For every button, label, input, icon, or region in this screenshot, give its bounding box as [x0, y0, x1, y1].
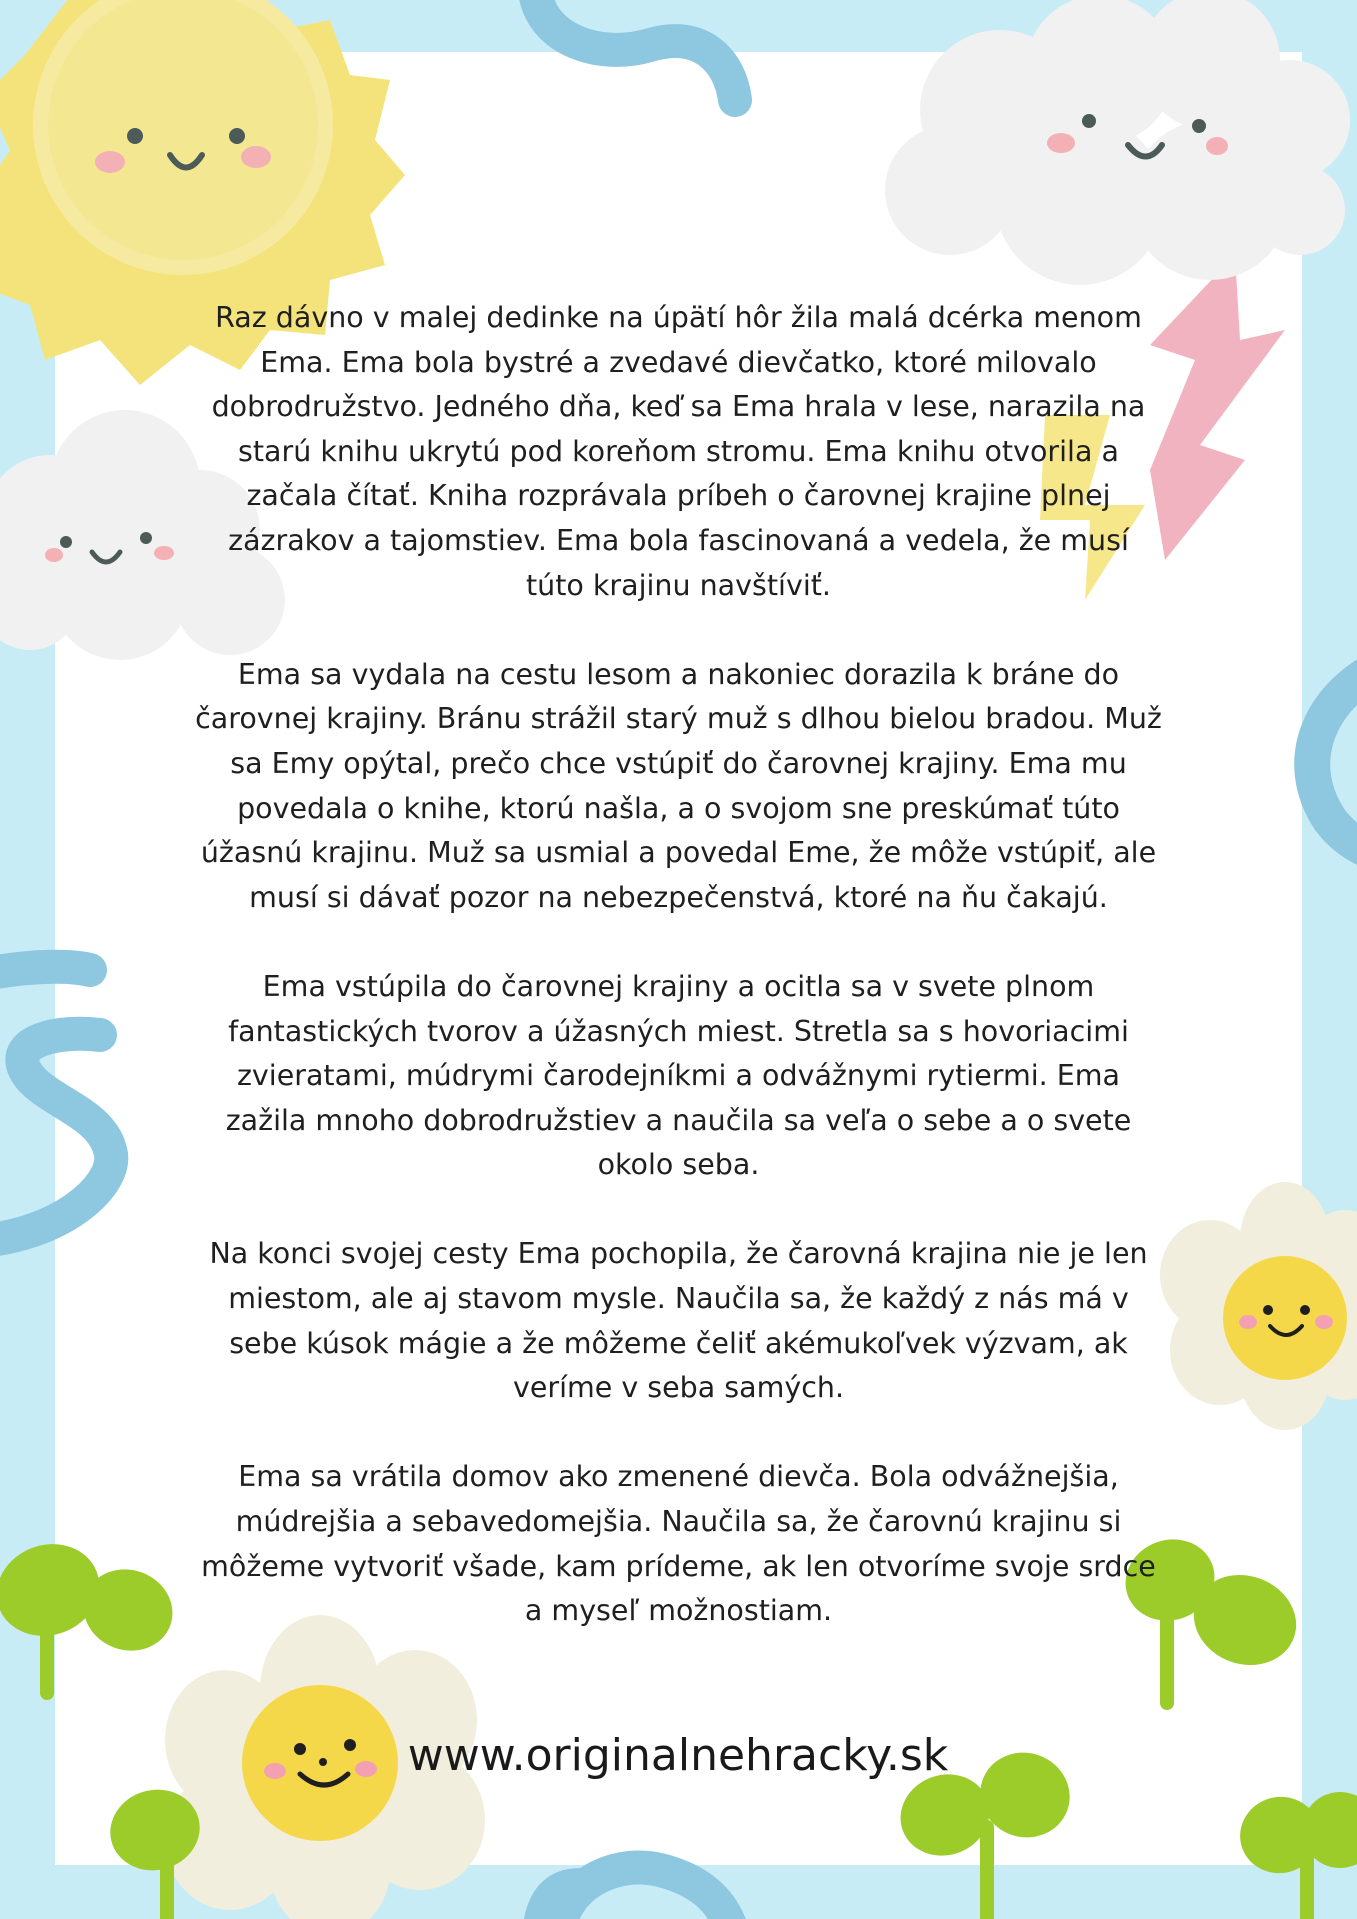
story-paragraph: Ema vstúpila do čarovnej krajiny a ocitla sa v svete plnom fantastických tvorov a úžasných miest. Stretla sa s hovoriacimi zvieratami, múdrymi čarodejníkmi a odvážnymi rytiermi. Ema zažila mnoho dobrodružstiev a naučila sa veľa o sebe a o svete okolo seba.	[225, 969, 1132, 1182]
daisy-icon	[1160, 1182, 1357, 1430]
story-paragraph: Na konci svojej cesty Ema pochopila, že čarovná krajina nie je len miestom, ale aj stavom mysle. Naučila sa, že každý z nás má v sebe kúsok mágie a že môžeme čeliť akémukoľvek výzvam, ak veríme v seba samých.	[209, 1237, 1148, 1405]
story-paragraph: Ema sa vrátila domov ako zmenené dievča. Bola odvážnejšia, múdrejšia a sebavedomejšia. Naučila sa, že čarovnú krajinu si môžeme vytvoriť všade, kam prídeme, ak len otvoríme svoje srdce a myseľ možnostiam.	[201, 1460, 1156, 1628]
cloud-icon	[885, 0, 1350, 285]
story-paragraph: Ema sa vydala na cestu lesom a nakoniec dorazila k bráne do čarovnej krajiny. Bránu strážil starý muž s dlhou bielou bradou. Muž sa Emy opýtal, prečo chce vstúpiť do čarovnej krajiny. Ema mu povedala o knihe, ktorú našla, a o svojom sne preskúmať túto úžasnú krajinu. Muž sa usmial a povedal Eme, že môže vstúpiť, ale musí si dávať pozor na nebezpečenstvá, ktoré na ňu čakajú.	[195, 657, 1162, 914]
sprout-icon	[0, 1530, 184, 1700]
sprout-icon	[1232, 1781, 1357, 1919]
website-url: www.originalnehracky.sk	[407, 1730, 949, 1781]
story-text	[195, 296, 1162, 1634]
story-paragraph: Raz dávno v malej dedinke na úpätí hôr žila malá dcérka menom Ema. Ema bola bystré a zvedavé dievčatko, ktoré milovalo dobrodružstvo. Jedného dňa, keď sa Ema hrala v lese, narazila na starú knihu ukrytú pod koreňom stromu. Ema knihu otvorila a začala čítať. Kniha rozprávala príbeh o čarovnej krajine plnej zázrakov a tajomstiev. Ema bola fascinovaná a vedela, že musí túto krajinu navštíviť.	[211, 301, 1146, 602]
